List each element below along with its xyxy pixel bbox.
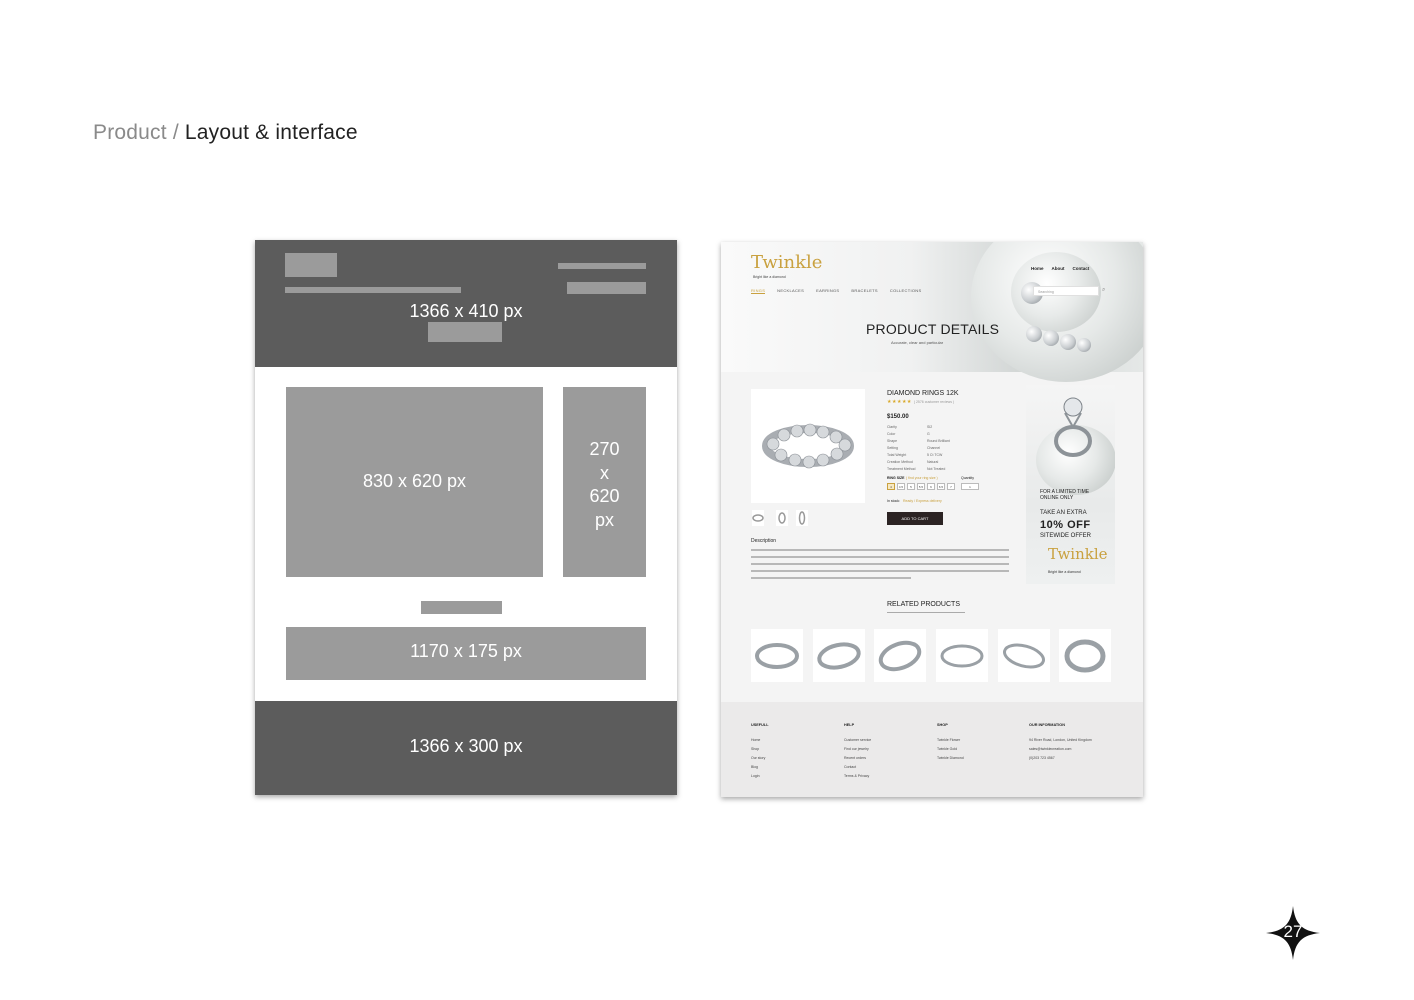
size-option[interactable]: 6: [927, 483, 935, 490]
description-text-line: [751, 577, 911, 579]
footer-link[interactable]: Our story: [751, 756, 766, 760]
product-ring-icon: [751, 389, 865, 503]
description-text-line: [751, 549, 1009, 551]
promo-tagline: Bright like a diamond: [1048, 570, 1081, 574]
related-product-item[interactable]: [1059, 629, 1111, 682]
ring-size-label: RING SIZE: [887, 476, 905, 480]
wireframe-title-block: [428, 322, 502, 342]
related-title-underline: [887, 612, 965, 613]
mockup-hero-title: PRODUCT DETAILS: [866, 321, 1000, 337]
footer-heading: HELP: [844, 723, 855, 727]
rating-stars: [887, 399, 954, 405]
footer-heading: OUR INFORMATION: [1029, 723, 1065, 727]
mockup-tagline: Bright like a diamond: [753, 275, 786, 279]
wireframe-related-title-block: [421, 601, 502, 614]
size-option[interactable]: 7: [947, 483, 955, 490]
description-heading: Description: [751, 538, 777, 544]
mockup-hero-subtitle: Accurate, clear and particular: [891, 340, 944, 345]
promo-banner[interactable]: [1026, 385, 1115, 584]
wireframe-side-label-1: 270: [589, 439, 620, 459]
footer-link[interactable]: Blog: [751, 765, 759, 769]
related-product-item[interactable]: [813, 629, 865, 682]
wireframe-main-block: [286, 387, 543, 577]
wireframe-logo-block: [285, 253, 337, 277]
spec-label: Setting: [887, 446, 898, 450]
promo-logo: Twinkle: [1048, 545, 1108, 563]
spec-value: G: [927, 432, 930, 436]
heading-separator: /: [166, 121, 185, 144]
product-thumbnail[interactable]: [776, 510, 788, 526]
description-text-line: [751, 563, 1009, 565]
heading-subtitle: Layout & interface: [184, 121, 358, 144]
wireframe-footer: [255, 701, 677, 795]
promo-discount: 10% OFF: [1040, 519, 1091, 531]
product-thumbnail[interactable]: [752, 510, 764, 526]
stock-value: Ready / Express delivery: [903, 499, 942, 503]
hero-ring-stone: [1077, 338, 1091, 352]
footer-info: 94 River Road, London, United Kingdom: [1029, 738, 1092, 742]
description-text-line: [751, 570, 1009, 572]
wireframe-toplinks-block: [558, 263, 646, 269]
related-product-item[interactable]: [751, 629, 803, 682]
footer-link[interactable]: Home: [751, 738, 761, 742]
size-option[interactable]: 4.5: [898, 485, 904, 489]
nav-item-rings[interactable]: RINGS: [751, 288, 766, 293]
related-products-title: RELATED PRODUCTS: [887, 601, 960, 608]
spec-label: Treatment Method: [887, 467, 916, 471]
description-text-line: [751, 556, 1009, 558]
mockup-logo[interactable]: Twinkle: [751, 252, 823, 273]
footer-email-link[interactable]: sales@twinklecreation.com: [1029, 747, 1072, 751]
footer-link[interactable]: Twinkle Flower: [937, 738, 961, 742]
mockup-hero: [721, 242, 1143, 372]
wireframe-side-label-4: px: [594, 510, 614, 530]
mockup-top-links: [1023, 266, 1089, 271]
mockup-search-input[interactable]: Searching: [1033, 286, 1099, 296]
wireframe-side-label-2: x: [600, 463, 609, 483]
page-heading: [93, 121, 358, 145]
top-link-contact[interactable]: Contact: [1072, 266, 1090, 271]
hero-ring-stone: [1043, 330, 1059, 346]
footer-link[interactable]: Twinkle Diamond: [937, 756, 964, 760]
spec-label: Color: [887, 432, 896, 436]
related-product-item[interactable]: [936, 629, 988, 682]
footer-phone: (0)203 723 4567: [1029, 756, 1055, 760]
wireframe-side-label-3: 620: [589, 486, 620, 506]
wireframe-related-block: [286, 627, 646, 680]
promo-line-4: SITEWIDE OFFER: [1040, 533, 1091, 539]
review-count[interactable]: ( 2576 customer reviews ): [913, 400, 955, 404]
footer-link[interactable]: Terms & Privacy: [844, 774, 870, 778]
spec-value: 5 Ct TCW: [927, 453, 943, 457]
wireframe-nav-block: [285, 287, 461, 293]
wireframe-header-label: 1366 x 410 px: [409, 301, 523, 321]
hero-ring-stone: [1026, 326, 1042, 342]
footer-heading: SHOP: [937, 723, 948, 727]
quantity-stepper[interactable]: 1: [961, 483, 979, 490]
product-thumbnail[interactable]: [796, 510, 808, 526]
spec-value: Not Treated: [927, 467, 946, 471]
wireframe-footer-label: 1366 x 300 px: [409, 736, 523, 756]
size-option[interactable]: 5.5: [918, 485, 924, 489]
promo-line-3: TAKE AN EXTRA: [1040, 510, 1087, 516]
wireframe-panel: [255, 240, 677, 795]
heading-category: Product: [93, 121, 167, 144]
footer-link[interactable]: Find our jewelry: [844, 747, 869, 751]
spec-label: Creation Method: [887, 460, 913, 464]
spec-value: Channel: [927, 446, 941, 450]
wireframe-header: [255, 240, 677, 367]
footer-link[interactable]: Twinkle Gold: [937, 747, 958, 751]
nav-item-bracelets[interactable]: BRACELETS: [851, 288, 878, 293]
spec-label: Total Weight: [887, 453, 907, 457]
mockup-footer: [721, 702, 1143, 797]
related-product-item[interactable]: [874, 629, 926, 682]
related-product-item[interactable]: [998, 629, 1050, 682]
mockup-panel: [721, 242, 1143, 797]
promo-ring-icon: [1048, 393, 1098, 463]
footer-link[interactable]: Contact: [844, 765, 857, 769]
product-main-image[interactable]: [751, 389, 865, 503]
product-title: DIAMOND RINGS 12K: [887, 390, 959, 397]
footer-link[interactable]: Login: [751, 774, 760, 778]
product-price: $150.00: [887, 414, 909, 420]
spec-label: Clarity: [887, 425, 897, 429]
search-icon[interactable]: ⌕: [1102, 287, 1106, 293]
spec-value: SI2: [927, 425, 933, 429]
nav-item-necklaces[interactable]: NECKLACES: [777, 288, 805, 293]
nav-item-collections[interactable]: COLLECTIONS: [889, 288, 922, 293]
wireframe-main-label: 830 x 620 px: [362, 471, 467, 491]
top-link-about[interactable]: About: [1051, 266, 1065, 271]
footer-heading: USEFULL: [751, 723, 769, 727]
mockup-nav: [751, 288, 933, 293]
star-icons: ★★★★★: [887, 399, 912, 405]
size-option[interactable]: 5: [907, 483, 915, 490]
add-to-cart-button[interactable]: ADD TO CART: [887, 512, 943, 525]
wireframe-search-block: [567, 282, 646, 294]
hero-ring-stone: [1060, 334, 1076, 350]
footer-link[interactable]: Recent orders: [844, 756, 866, 760]
quantity-label: Quantity: [961, 476, 975, 480]
size-guide-link[interactable]: ( find your ring size ): [906, 476, 938, 480]
wireframe-side-block: [563, 387, 646, 577]
promo-line-1: FOR A LIMITED TIME: [1040, 489, 1090, 495]
spec-value: Natural: [927, 460, 939, 464]
wireframe-related-label: 1170 x 175 px: [410, 641, 522, 661]
spec-value: Round Brilliant: [927, 439, 950, 443]
top-link-home[interactable]: Home: [1031, 266, 1044, 271]
page-number: 27: [1283, 922, 1303, 941]
size-option[interactable]: 4: [887, 483, 895, 490]
stock-label: In stock:: [887, 499, 901, 503]
promo-line-2: ONLINE ONLY: [1040, 495, 1074, 501]
footer-link[interactable]: Customer service: [844, 738, 872, 742]
spec-label: Shape: [887, 439, 898, 443]
nav-item-earrings[interactable]: EARRINGS: [816, 288, 840, 293]
footer-link[interactable]: Shop: [751, 747, 760, 751]
size-option[interactable]: 6.5: [938, 485, 944, 489]
